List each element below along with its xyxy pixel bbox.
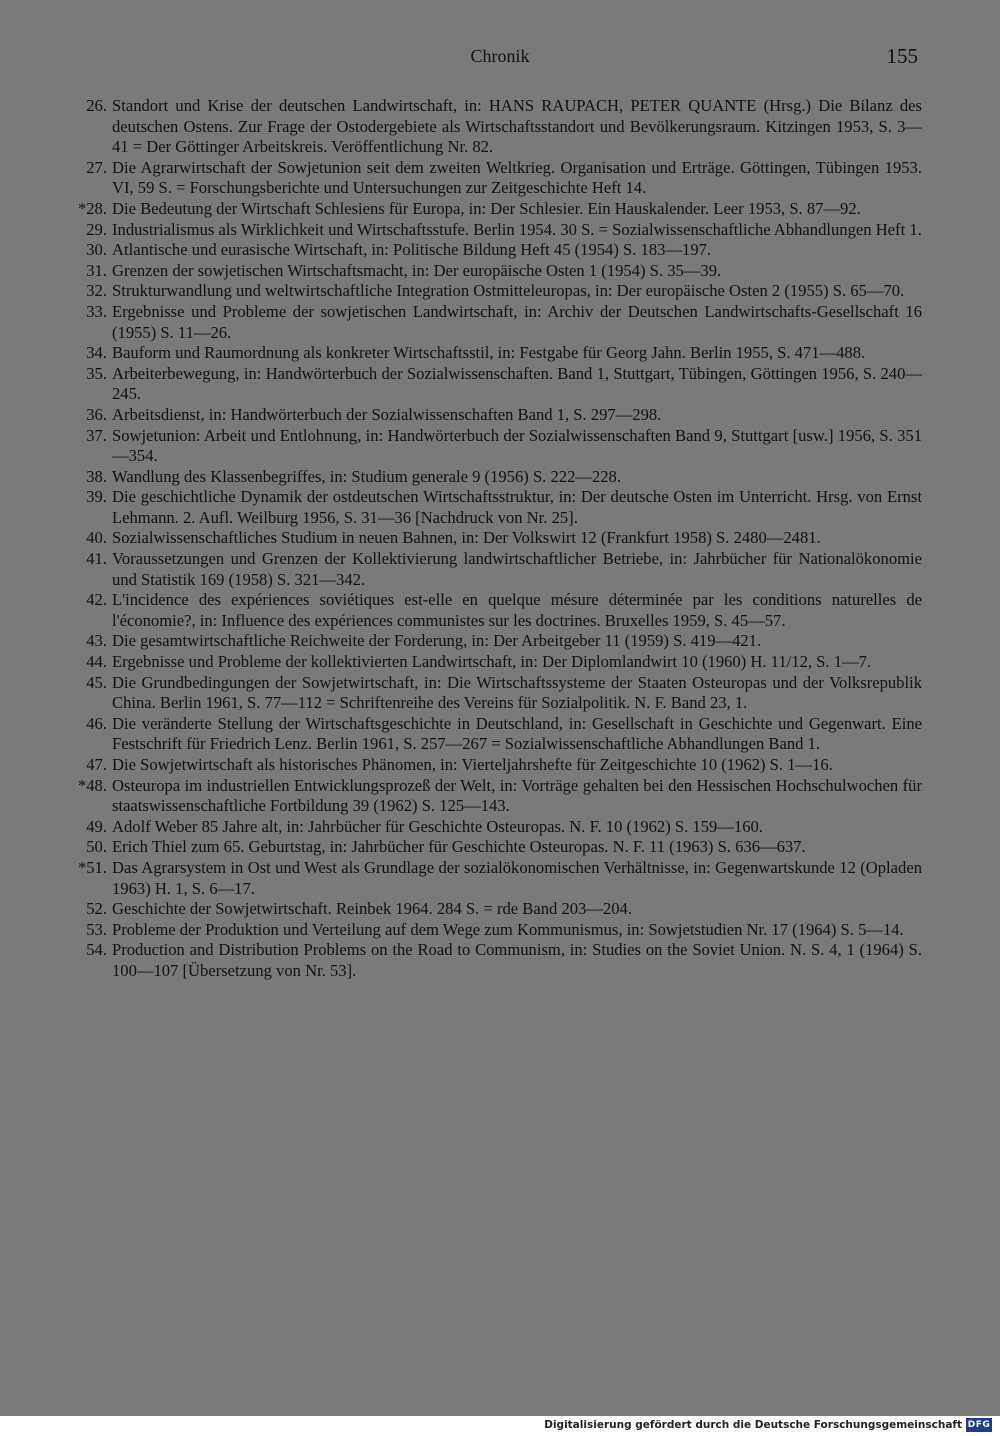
entry-text: Die Agrarwirtschaft der Sowjetunion seit dem zweiten Weltkrieg. Organisation und Erträge. Göttingen, Tübingen 1953. VI, 59 S. = Forschungsberichte und Untersuchungen zur Zeitgeschichte Heft 14. (112, 157, 922, 198)
entry-text: Die geschichtliche Dynamik der ostdeutschen Wirtschaftsstruktur, in: Der deutsche Osten im Unterricht. Hrsg. von Ernst Lehmann. 2. Aufl. Weilburg 1956, S. 31—36 [Nachdruck von Nr. 25]. (112, 487, 922, 527)
bibliography-entry (86, 549, 922, 590)
entry-number: 35. (86, 363, 107, 383)
funding-credit: Digitalisierung gefördert durch die Deutsche Forschungsgemeinschaft (544, 1419, 962, 1431)
bibliography-list (77, 96, 922, 982)
entry-text: Osteuropa im industriellen Entwicklungsprozeß der Welt, in: Vorträge gehalten bei den Hessischen Hochschulwochen für staatswissenschaftliche Fortbildung 39 (1962) S. 125—143. (112, 775, 922, 816)
entry-number: 38. (86, 466, 107, 486)
entry-number: 52. (86, 899, 107, 919)
bibliography-entry (86, 816, 922, 838)
bibliography-entry (86, 631, 922, 652)
entry-number: 26. (86, 96, 107, 115)
bibliography-entry (77, 198, 922, 220)
entry-text: L'incidence des expériences soviétiques est-elle en quelque mésure déterminée par les conditions naturelles de l'économie?, in: Influence des expériences communistes sur les doctrines. Bruxelles 1959, S. 45—57. (112, 590, 922, 630)
entry-number: 32. (86, 281, 107, 301)
bibliography-entry (86, 755, 922, 776)
entry-text: Das Agrarsystem in Ost und West als Grundlage der sozialökonomischen Verhältnisse, in: Gegenwartskunde 12 (Opladen 1963) H. 1, S. 6—17. (112, 857, 922, 898)
entry-number: 29. (86, 219, 107, 239)
entry-text: Probleme der Produktion und Verteilung auf dem Wege zum Kommunismus, in: Sowjetstudien Nr. 17 (1964) S. 5—14. (112, 919, 904, 939)
entry-text: Die gesamtwirtschaftliche Reichweite der Forderung, in: Der Arbeitgeber 11 (1959) S. 419—421. (112, 631, 762, 651)
bibliography-entry (86, 919, 922, 941)
entry-number: 27. (86, 157, 107, 177)
bibliography-entry (77, 857, 922, 899)
entry-number: 50. (86, 837, 107, 857)
entry-number: 36. (86, 404, 107, 424)
entry-text: Production and Distribution Problems on the Road to Communism, in: Studies on the Soviet Union. N. S. 4, 1 (1964) S. 100—107 [Übersetzung von Nr. 53]. (112, 940, 922, 980)
entry-text: Ergebnisse und Probleme der kollektivierten Landwirtschaft, in: Der Diplomlandwirt 10 (1960) H. 11/12, S. 1—7. (112, 652, 872, 672)
entry-text: Wandlung des Klassenbegriffes, in: Studium generale 9 (1956) S. 222—228. (112, 466, 621, 486)
entry-text: Die Bedeutung der Wirtschaft Schlesiens für Europa, in: Der Schlesier. Ein Hauskalender. Leer 1953, S. 87—92. (112, 198, 861, 218)
entry-text: Geschichte der Sowjetwirtschaft. Reinbek 1964. 284 S. = rde Band 203—204. (112, 899, 632, 919)
entry-number: 42. (86, 590, 107, 610)
entry-number: 43. (86, 631, 107, 651)
entry-text: Atlantische und eurasische Wirtschaft, in: Politische Bildung Heft 45 (1954) S. 183—197. (112, 240, 712, 260)
entry-number: 37. (86, 425, 107, 445)
bibliography-entry (86, 219, 922, 241)
entry-text: Standort und Krise der deutschen Landwirtschaft, in: HANS RAUPACH, PETER QUANTE (Hrsg.) Die Bilanz des deutschen Ostens. Zur Frage der Ostodergebiete als Wirtschaftsstandort und Bevölkerungsraum. Kitzingen 1953, S. 3—41 = Der Göttinger Arbeitskreis. Veröffentlichung Nr. 82. (112, 96, 922, 157)
entry-text: Die Grundbedingungen der Sowjetwirtschaft, in: Die Wirtschaftssysteme der Staaten Osteuropas und der Volksrepublik China. Berlin 1961, S. 77—112 = Schriftenreihe des Vereins für Sozialpolitik. N. F. Band 23, 1. (112, 672, 922, 713)
entry-text: Adolf Weber 85 Jahre alt, in: Jahrbücher für Geschichte Osteuropas. N. F. 10 (1962) S. 159—160. (112, 816, 763, 836)
bibliography-entry (86, 301, 922, 343)
entry-number: 31. (86, 260, 107, 280)
entry-number: 39. (86, 487, 107, 507)
bibliography-entry (86, 281, 922, 302)
entry-number: 54. (86, 940, 107, 960)
bibliography-entry (86, 837, 922, 858)
entry-number: 47. (86, 755, 107, 774)
bibliography-entry (86, 260, 922, 282)
bibliography-entry (86, 157, 922, 199)
entry-text: Arbeiterbewegung, in: Handwörterbuch der Sozialwissenschaften. Band 1, Stuttgart, Tübingen, Göttingen 1956, S. 240—245. (112, 363, 922, 404)
entry-number: 40. (86, 528, 107, 548)
entry-number: 49. (86, 816, 107, 836)
entry-text: Sowjetunion: Arbeit und Entlohnung, in: Handwörterbuch der Sozialwissenschaften Band 9, Stuttgart [usw.] 1956, S. 351—354. (112, 425, 922, 466)
entry-text: Strukturwandlung und weltwirtschaftliche Integration Ostmitteleuropas, in: Der europäische Osten 2 (1955) S. 65—70. (112, 281, 905, 301)
entry-number: 33. (86, 301, 107, 321)
bibliography-entry (86, 899, 922, 920)
bibliography-entry (86, 672, 922, 714)
entry-number: 41. (86, 549, 107, 569)
entry-text: Voraussetzungen und Grenzen der Kollektivierung landwirtschaftlicher Betriebe, in: Jahrbücher für Nationalökonomie und Statistik 169 (1958) S. 321—342. (112, 549, 922, 589)
bibliography-entry (86, 425, 922, 467)
bibliography-entry (86, 404, 922, 426)
page-number: 155 (886, 44, 918, 68)
bibliography-entry (86, 96, 922, 158)
running-head (0, 44, 1000, 74)
entry-text: Industrialismus als Wirklichkeit und Wirtschaftsstufe. Berlin 1954. 30 S. = Sozialwissenschaftliche Abhandlungen Heft 1. (112, 219, 922, 239)
entry-text: Ergebnisse und Probleme der sowjetischen Landwirtschaft, in: Archiv der Deutschen Landwirtschafts-Gesellschaft 16 (1955) S. 11—26. (112, 301, 922, 342)
bibliography-entry (86, 590, 922, 631)
bibliography-entry (86, 652, 922, 673)
entry-text: Grenzen der sowjetischen Wirtschaftsmacht, in: Der europäische Osten 1 (1954) S. 35—39. (112, 260, 722, 280)
bibliography-entry (77, 775, 922, 817)
entry-text: Die veränderte Stellung der Wirtschaftsgeschichte in Deutschland, in: Gesellschaft in Geschichte und Gegenwart. Eine Festschrift für Friedrich Lenz. Berlin 1961, S. 257—267 = Sozialwissenschaftliche Abhandlungen Band 1. (112, 713, 922, 754)
entry-number: 46. (86, 713, 107, 733)
bibliography-entry (86, 713, 922, 755)
entry-text: Erich Thiel zum 65. Geburtstag, in: Jahrbücher für Geschichte Osteuropas. N. F. 11 (1963) S. 636—637. (112, 837, 806, 857)
bibliography-entry (86, 466, 922, 488)
entry-number: *28. (77, 198, 107, 218)
entry-number: 34. (86, 343, 107, 363)
entry-number: 53. (86, 919, 107, 939)
entry-number: 44. (86, 652, 107, 672)
entry-text: Arbeitsdienst, in: Handwörterbuch der Sozialwissenschaften Band 1, S. 297—298. (112, 404, 662, 424)
bibliography-entry (86, 363, 922, 405)
dfg-logo-icon: DFG (967, 1420, 991, 1430)
bibliography-entry (86, 343, 922, 364)
entry-number: 45. (86, 672, 107, 692)
entry-text: Bauform und Raumordnung als konkreter Wirtschaftsstil, in: Festgabe für Georg Jahn. Berlin 1955, S. 471—488. (112, 343, 866, 363)
entry-text: Die Sowjetwirtschaft als historisches Phänomen, in: Vierteljahrshefte für Zeitgeschichte 10 (1962) S. 1—16. (112, 755, 833, 774)
entry-number: *51. (77, 857, 107, 877)
footer-bar (0, 1416, 1000, 1436)
running-title: Chronik (470, 46, 530, 66)
bibliography-entry (86, 528, 922, 549)
entry-number: 30. (86, 240, 107, 260)
bibliography-entry (86, 487, 922, 528)
entry-text: Sozialwissenschaftliches Studium in neuen Bahnen, in: Der Volkswirt 12 (Frankfurt 1958) S. 2480—2481. (112, 528, 821, 548)
bibliography-entry (86, 240, 922, 261)
bibliography-entry (86, 940, 922, 981)
entry-number: *48. (77, 775, 107, 795)
